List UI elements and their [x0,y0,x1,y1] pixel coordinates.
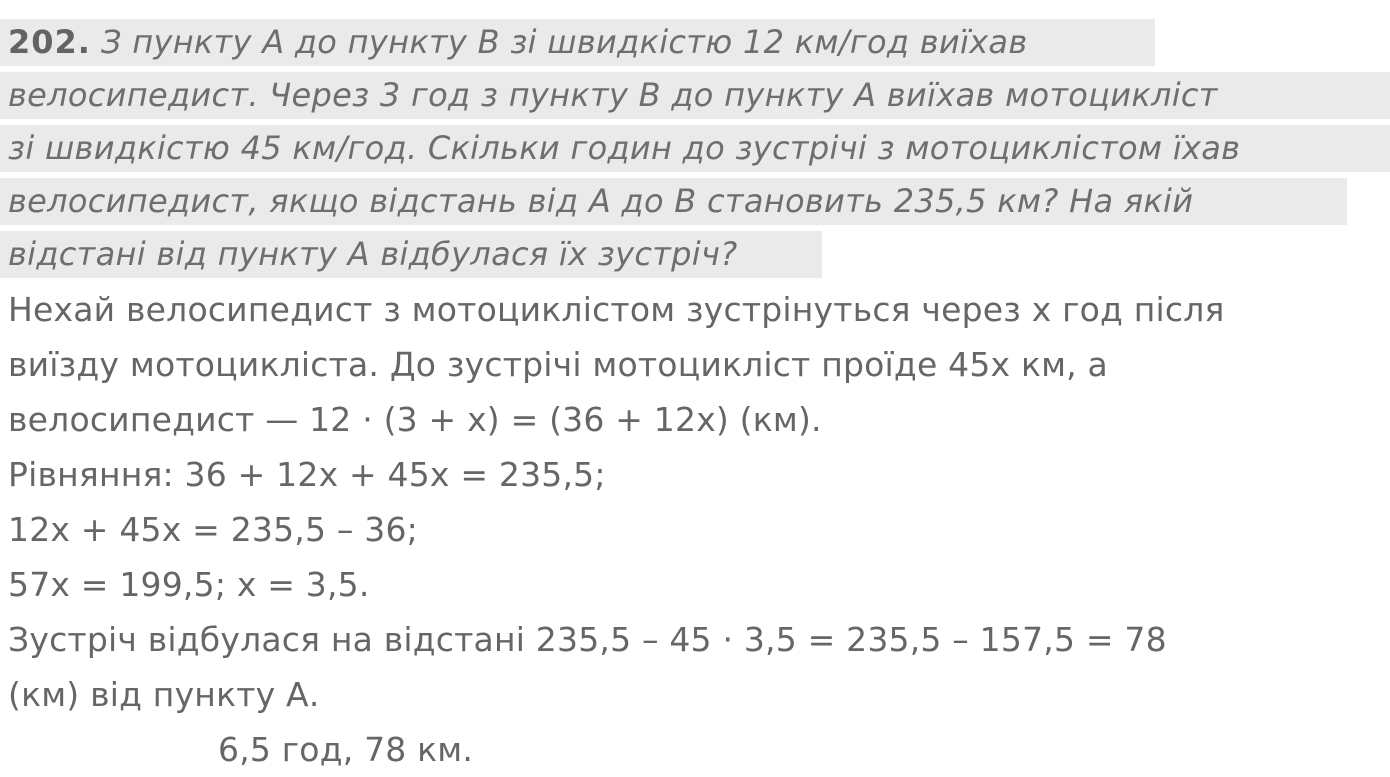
solution-line: виїзду мотоцикліста. До зустрічі мотоцикліст проїде 45x км, а [8,345,1108,384]
statement-line [0,173,1390,226]
statement-line [0,14,1390,67]
solution-line: Зустріч відбулася на відстані 235,5 – 45 · 3,5 = 235,5 – 157,5 = 78 [8,620,1167,659]
statement-line [0,226,1390,279]
statement-text: зі швидкістю 45 км/год. Скільки годин до зустрічі з мотоциклістом їхав [0,125,1390,172]
solution-line: (км) від пункту А. [8,675,320,714]
final-answer: 6,5 год, 78 км. [218,730,474,769]
solution-equation: 57x = 199,5; x = 3,5. [8,565,370,604]
solution-equation: Рівняння: 36 + 12x + 45x = 235,5; [8,455,606,494]
solution-line: Нехай велосипедист з мотоциклістом зустрінуться через x год після [8,290,1225,329]
statement-text: З пункту А до пункту В зі швидкістю 12 км/год виїхав [100,22,1028,61]
problem-statement [0,0,1390,279]
statement-line [0,67,1390,120]
statement-text: велосипедист. Через 3 год з пункту В до пункту А виїхав мотоцикліст [0,72,1390,119]
statement-line [0,120,1390,173]
solution-block [0,279,1390,777]
statement-text: велосипедист, якщо відстань від А до В становить 235,5 км? На якій [0,178,1347,225]
statement-text: відстані від пункту А відбулася їх зустріч? [0,231,822,278]
solution-equation: велосипедист — 12 · (3 + x) = (36 + 12x) (км). [8,400,822,439]
solution-equation: 12x + 45x = 235,5 – 36; [8,510,418,549]
problem-number: 202. [8,22,91,61]
